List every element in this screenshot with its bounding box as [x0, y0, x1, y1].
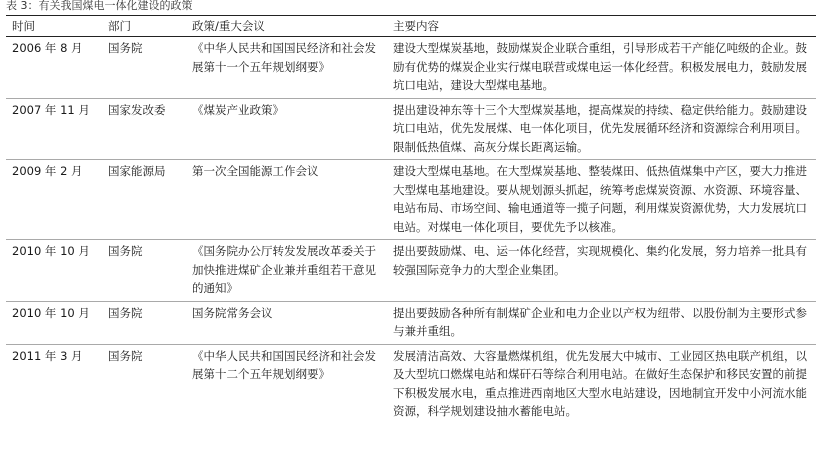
row-dept: 国务院	[108, 305, 143, 320]
header-content: 主要内容	[393, 19, 439, 33]
table-row	[6, 99, 816, 161]
row-time: 2010 年 10 月	[12, 305, 90, 320]
table-row	[6, 240, 816, 302]
table-header-row	[6, 16, 816, 37]
row-policy: 《中华人民共和国国民经济和社会发展第十二个五年规划纲要》	[192, 348, 376, 381]
table-row	[6, 302, 816, 345]
header-dept: 部门	[108, 19, 131, 33]
row-policy: 第一次全国能源工作会议	[192, 164, 319, 178]
row-content: 建设大型煤炭基地，鼓励煤炭企业联合重组，引导形成若干产能亿吨级的企业。鼓励有优势的煤炭企业实行煤电联营或煤电运一体化经营。积极发展电力，鼓励发展坑口电站，建设大型煤电基地。	[393, 41, 807, 92]
row-time: 2010 年 10 月	[12, 244, 90, 258]
row-content: 建设大型煤电基地。在大型煤炭基地、整装煤田、低热值煤集中产区，要大力推进大型煤电基地建设。要从规划源头抓起，统筹考虑煤炭资源、水资源、环境容量、电站布局、市场空间、输电通道等一揽子问题，利用煤炭资源优势，大力发展坑口电站。对煤电一体化项目，要优先予以核准。	[393, 164, 807, 234]
row-policy: 《煤炭产业政策》	[192, 102, 284, 117]
row-dept: 国务院	[108, 244, 143, 258]
row-dept: 国务院	[108, 41, 143, 55]
row-policy: 《中华人民共和国国民经济和社会发展第十一个五年规划纲要》	[192, 41, 376, 74]
table-row	[6, 37, 816, 99]
row-dept: 国务院	[108, 348, 143, 363]
table-caption: 表 3：有关我国煤电一体化建设的政策	[6, 0, 193, 12]
row-content: 提出要鼓励各种所有制煤矿企业和电力企业以产权为纽带、以股份制为主要形式参与兼并重组。	[393, 305, 807, 338]
row-dept: 国家发改委	[108, 102, 166, 117]
row-content: 提出要鼓励煤、电、运一体化经营，实现规模化、集约化发展，努力培养一批具有较强国际竞争力的大型企业集团。	[393, 244, 807, 277]
row-time: 2009 年 2 月	[12, 164, 83, 178]
row-policy: 《国务院办公厅转发发展改革委关于加快推进煤矿企业兼并重组若干意见的通知》	[192, 244, 376, 295]
policy-table	[6, 15, 816, 424]
header-time: 时间	[12, 19, 35, 33]
row-dept: 国家能源局	[108, 164, 166, 178]
row-policy: 国务院常务会议	[192, 305, 273, 320]
table-row	[6, 345, 816, 424]
row-content: 发展清洁高效、大容量燃煤机组，优先发展大中城市、工业园区热电联产机组，以及大型坑口燃煤电站和煤矸石等综合利用电站。在做好生态保护和移民安置的前提下积极发展水电，重点推进西南地区大型水电站建设，因地制宜开发中小河流水能资源，科学规划建设抽水蓄能电站。	[393, 348, 807, 418]
row-time: 2011 年 3 月	[12, 348, 83, 363]
table-row	[6, 160, 816, 240]
header-policy: 政策/重大会议	[192, 19, 265, 33]
row-time: 2006 年 8 月	[12, 41, 83, 55]
row-time: 2007 年 11 月	[12, 102, 90, 117]
row-content: 提出建设神东等十三个大型煤炭基地，提高煤炭的持续、稳定供给能力。鼓励建设坑口电站，优先发展煤、电一体化项目，优先发展循环经济和资源综合利用项目。限制低热值煤、高灰分煤长距离运输。	[393, 102, 807, 154]
